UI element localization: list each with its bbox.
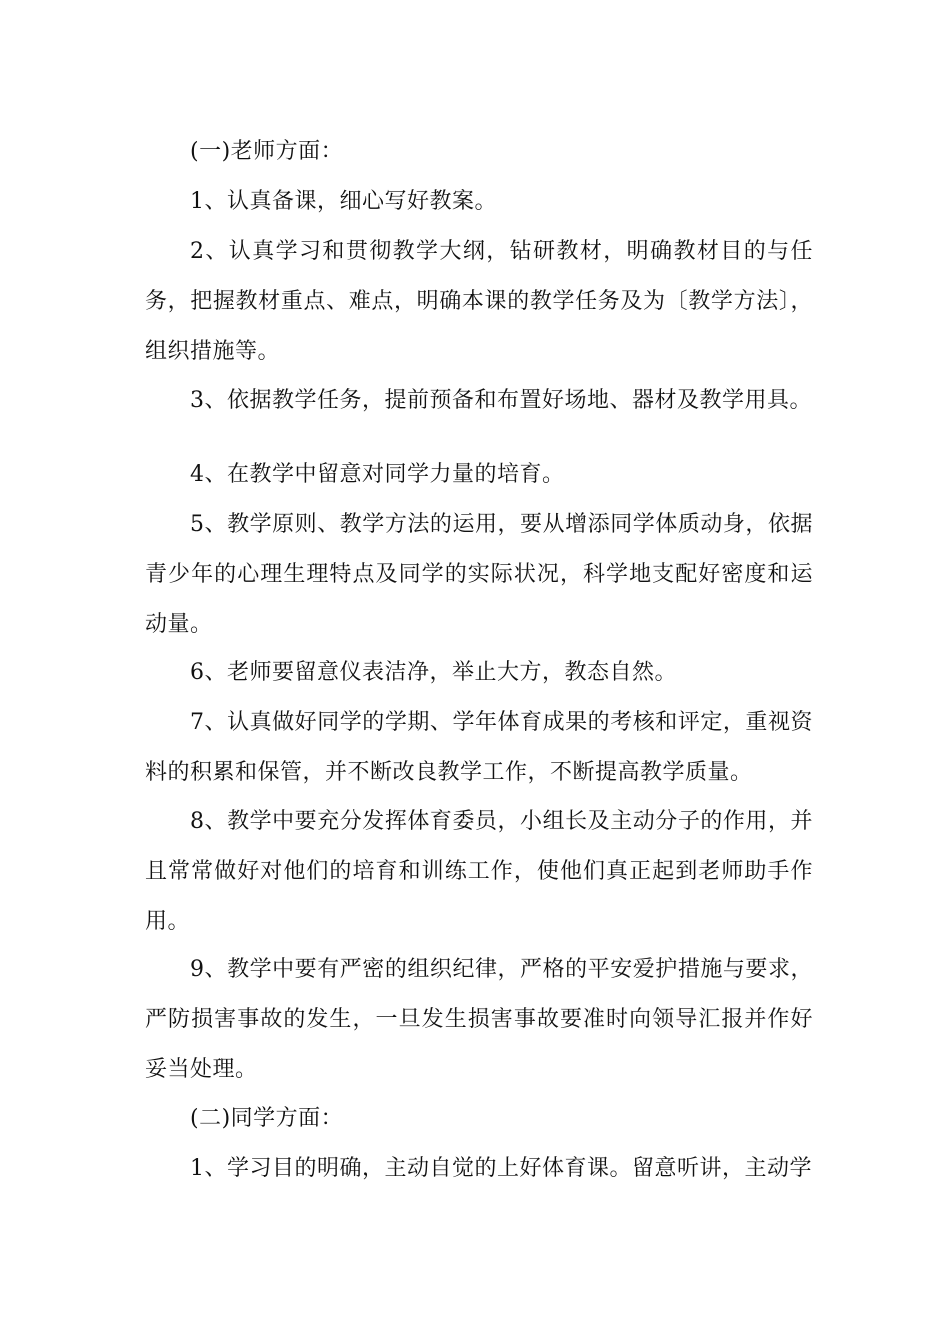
section-heading-teacher: (一)老师方面： — [190, 139, 344, 164]
paragraph-item: 1、认真备课，细心写好教案。 — [190, 189, 497, 214]
paragraph-item: 1、学习目的明确，主动自觉的上好体育课。留意听讲，主动学 — [190, 1156, 812, 1181]
paragraph-item: 7、认真做好同学的学期、学年体育成果的考核和评定，重视资料的积累和保管，并不断改良教学工作，不断提高教学质量。 — [145, 710, 813, 785]
paragraph-item: 2、认真学习和贯彻教学大纲，钻研教材，明确教材目的与任务，把握教材重点、难点，明确本课的教学任务及为〔教学方法〕，组织措施等。 — [145, 239, 813, 364]
paragraph-item: 4、在教学中留意对同学力量的培育。 — [190, 462, 565, 487]
paragraph-item: 3、依据教学任务，提前预备和布置好场地、器材及教学用具。 — [190, 388, 812, 413]
paragraph-item: 9、教学中要有严密的组织纪律，严格的平安爱护措施与要求，严防损害事故的发生，一旦发生损害事故要准时向领导汇报并作好妥当处理。 — [145, 957, 813, 1082]
paragraph-item: 6、老师要留意仪表洁净，举止大方，教态自然。 — [190, 660, 677, 685]
paragraph-item: 8、教学中要充分发挥体育委员，小组长及主动分子的作用，并且常常做好对他们的培育和训练工作，使他们真正起到老师助手作用。 — [145, 809, 813, 934]
paragraph-item: 5、教学原则、教学方法的运用，要从增添同学体质动身，依据青少年的心理生理特点及同学的实际状况，科学地支配好密度和运动量。 — [145, 512, 813, 637]
section-heading-student: (二)同学方面： — [190, 1106, 344, 1131]
